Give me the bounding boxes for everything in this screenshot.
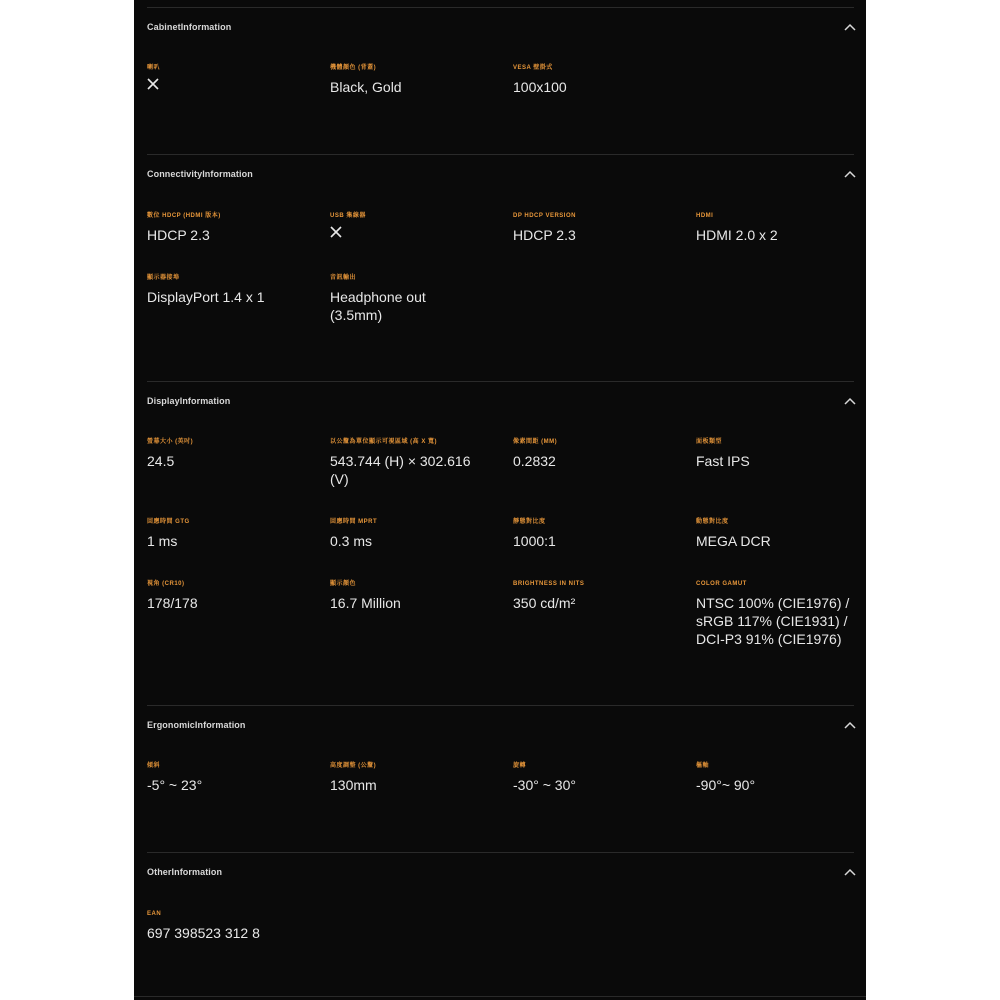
- spec-value: MEGA DCR: [696, 533, 771, 549]
- spec-item-viewing-angle: [147, 580, 322, 612]
- spec-label: 視角 (CR10): [147, 581, 185, 587]
- spec-item-brightness: [513, 580, 688, 612]
- spec-label: BRIGHTNESS IN NITS: [513, 581, 585, 587]
- spec-label: DP HDCP VERSION: [513, 213, 576, 219]
- spec-value: NTSC 100% (CIE1976) / sRGB 117% (CIE1931) / DCI-P3 91% (CIE1976): [696, 595, 850, 647]
- spec-label: 顯示顏色: [330, 581, 357, 587]
- spec-label: HDMI: [696, 213, 714, 219]
- spec-item-tilt: [147, 762, 322, 794]
- spec-value: DisplayPort 1.4 x 1: [147, 289, 265, 305]
- spec-value: 0.3 ms: [330, 533, 373, 549]
- spec-item-pivot: [696, 762, 866, 794]
- spec-label: VESA 壁掛式: [513, 65, 553, 71]
- section-title-cabinet[interactable]: CabinetInformation: [147, 22, 232, 32]
- spec-value: 16.7 Million: [330, 595, 401, 611]
- section-title-other[interactable]: OtherInformation: [147, 867, 223, 877]
- spec-value: HDMI 2.0 x 2: [696, 227, 778, 243]
- spec-item-height-adjust: [330, 762, 505, 794]
- spec-value: Black, Gold: [330, 79, 402, 95]
- section-divider: [147, 381, 854, 382]
- spec-item-dp-hdcp: [513, 212, 688, 244]
- spec-item-screen-size: [147, 438, 322, 470]
- spec-item-hdcp-hdmi: [147, 212, 322, 244]
- x-mark-icon: [147, 78, 159, 90]
- spec-item-response-gtg: [147, 518, 322, 550]
- spec-value: 543.744 (H) × 302.616 (V): [330, 453, 471, 487]
- spec-label: 旋轉: [513, 763, 527, 769]
- spec-item-displayport: [147, 274, 322, 306]
- spec-item-audio-out: [330, 274, 470, 324]
- spec-label: 樞軸: [696, 763, 710, 769]
- spec-value: 130mm: [330, 777, 377, 793]
- spec-item-speaker: [147, 64, 322, 90]
- spec-label: 像素間距 (MM): [513, 439, 558, 445]
- spec-value: HDCP 2.3: [513, 227, 576, 243]
- spec-value: -30° ~ 30°: [513, 777, 576, 793]
- spec-item-pixel-pitch: [513, 438, 688, 470]
- chevron-up-icon[interactable]: [842, 19, 858, 35]
- section-divider: [147, 705, 854, 706]
- section-title-display[interactable]: DisplayInformation: [147, 396, 231, 406]
- spec-value: -90°~ 90°: [696, 777, 756, 793]
- spec-item-panel-type: [696, 438, 866, 470]
- spec-label: 喇叭: [147, 65, 161, 71]
- spec-item-response-mprt: [330, 518, 505, 550]
- spec-item-static-contrast: [513, 518, 688, 550]
- spec-label: 高度調整 (公釐): [330, 763, 377, 769]
- spec-value: -5° ~ 23°: [147, 777, 203, 793]
- section-divider: [147, 852, 854, 853]
- spec-value: HDCP 2.3: [147, 227, 210, 243]
- chevron-up-icon[interactable]: [842, 864, 858, 880]
- spec-label: 數位 HDCP (HDMI 版本): [147, 213, 221, 219]
- spec-label: 音訊輸出: [330, 275, 357, 281]
- section-title-ergonomic[interactable]: ErgonomicInformation: [147, 720, 246, 730]
- spec-value: 100x100: [513, 79, 567, 95]
- spec-value: Fast IPS: [696, 453, 750, 469]
- spec-item-vesa: [513, 64, 688, 96]
- spec-label: 機體顏色 (背蓋): [330, 65, 377, 71]
- spec-label: COLOR GAMUT: [696, 581, 747, 587]
- spec-label: 螢幕大小 (英吋): [147, 439, 194, 445]
- spec-value: 1 ms: [147, 533, 178, 549]
- spec-item-usb-hub: [330, 212, 505, 238]
- section-divider: [147, 154, 854, 155]
- spec-label: 顯示器接埠: [147, 275, 180, 281]
- spec-label: EAN: [147, 911, 162, 917]
- spec-value: 350 cd/m²: [513, 595, 576, 611]
- panel-bottom-divider: [134, 996, 866, 997]
- spec-item-hdmi: [696, 212, 866, 244]
- spec-item-cabinet-color: [330, 64, 505, 96]
- spec-item-dynamic-contrast: [696, 518, 866, 550]
- spec-label: 動態對比度: [696, 519, 729, 525]
- spec-value: Headphone out (3.5mm): [330, 289, 426, 323]
- spec-item-swivel: [513, 762, 688, 794]
- spec-value: 697 398523 312 8: [147, 925, 260, 941]
- spec-label: 靜態對比度: [513, 519, 546, 525]
- spec-value: 24.5: [147, 453, 175, 469]
- spec-label: 面板類型: [696, 439, 723, 445]
- spec-label: 以公釐為單位顯示可視區域 (高 X 寬): [330, 439, 437, 445]
- chevron-up-icon[interactable]: [842, 393, 858, 409]
- spec-label: USB 集線器: [330, 213, 366, 219]
- spec-value: 1000:1: [513, 533, 556, 549]
- section-title-connectivity[interactable]: ConnectivityInformation: [147, 169, 253, 179]
- spec-panel: [134, 0, 866, 1000]
- spec-label: 回應時間 MPRT: [330, 519, 378, 525]
- spec-item-ean: [147, 910, 322, 942]
- spec-value: 0.2832: [513, 453, 556, 469]
- spec-value: 178/178: [147, 595, 198, 611]
- section-divider: [147, 7, 854, 8]
- chevron-up-icon[interactable]: [842, 717, 858, 733]
- spec-label: 傾斜: [147, 763, 161, 769]
- spec-label: 回應時間 GTG: [147, 519, 190, 525]
- spec-item-color-gamut: [696, 580, 856, 648]
- x-mark-icon: [330, 226, 342, 238]
- chevron-up-icon[interactable]: [842, 166, 858, 182]
- spec-item-display-colors: [330, 580, 505, 612]
- spec-item-viewable-area: [330, 438, 480, 488]
